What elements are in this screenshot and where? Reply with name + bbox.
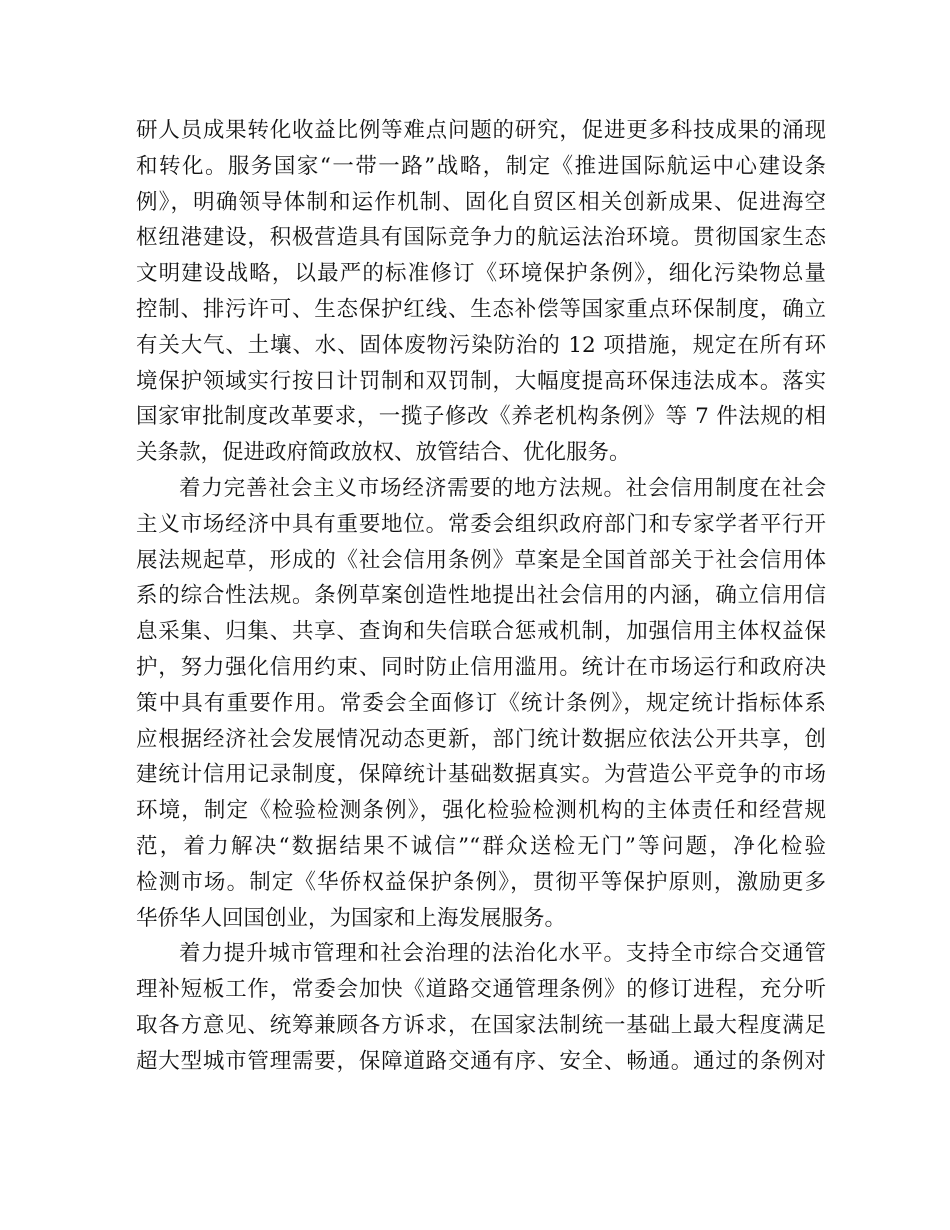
- text-line: 超大型城市管理需要，保障道路交通有序、安全、畅通。通过的条例对: [136, 1048, 826, 1074]
- text-line: 检测市场。制定《华侨权益保护条例》，贯彻平等保护原则，激励更多: [136, 869, 826, 895]
- text-line: 和转化。服务国家“一带一路”战略，制定《推进国际航运中心建设条: [136, 153, 826, 179]
- text-line: 枢纽港建设，积极营造具有国际竞争力的航运法治环境。贯彻国家生态: [136, 225, 826, 251]
- text-line: 研人员成果转化收益比例等难点问题的研究，促进更多科技成果的涌现: [136, 118, 826, 143]
- paragraph-start-line: 着力完善社会主义市场经济需要的地方法规。社会信用制度在社会: [179, 475, 826, 501]
- text-line: 护，努力强化信用约束、同时防止信用滥用。统计在市场运行和政府决: [136, 654, 826, 680]
- text-line: 华侨华人回国创业，为国家和上海发展服务。: [136, 905, 567, 931]
- text-line: 系的综合性法规。条例草案创造性地提出社会信用的内涵，确立信用信: [136, 583, 826, 609]
- text-line: 理补短板工作，常委会加快《道路交通管理条例》的修订进程，充分听: [136, 977, 826, 1003]
- text-line: 展法规起草，形成的《社会信用条例》草案是全国首部关于社会信用体: [136, 547, 826, 573]
- body-text: [136, 113, 826, 1080]
- text-line: 例》，明确领导体制和运作机制、固化自贸区相关创新成果、促进海空: [136, 189, 826, 215]
- text-line: 国家审批制度改革要求，一揽子修改《养老机构条例》等 7 件法规的相: [136, 404, 826, 430]
- text-line: 境保护领域实行按日计罚制和双罚制，大幅度提高环保违法成本。落实: [136, 368, 826, 394]
- paragraph-start-line: 着力提升城市管理和社会治理的法治化水平。支持全市综合交通管: [179, 941, 826, 967]
- text-line: 控制、排污许可、生态保护红线、生态补偿等国家重点环保制度，确立: [136, 296, 826, 322]
- text-line: 环境，制定《检验检测条例》，强化检验检测机构的主体责任和经营规: [136, 798, 826, 824]
- text-line: 文明建设战略，以最严的标准修订《环境保护条例》，细化污染物总量: [136, 261, 826, 287]
- text-line: 有关大气、土壤、水、固体废物污染防治的 12 项措施，规定在所有环: [136, 332, 826, 358]
- text-line: 应根据经济社会发展情况动态更新，部门统计数据应依法公开共享，创: [136, 726, 826, 752]
- text-line: 策中具有重要作用。常委会全面修订《统计条例》，规定统计指标体系: [136, 690, 826, 716]
- text-line: 主义市场经济中具有重要地位。常委会组织政府部门和专家学者平行开: [136, 511, 826, 537]
- text-line: 建统计信用记录制度，保障统计基础数据真实。为营造公平竞争的市场: [136, 762, 826, 788]
- text-line: 范，着力解决“数据结果不诚信”“群众送检无门”等问题，净化检验: [136, 833, 826, 859]
- text-line: 取各方意见、统筹兼顾各方诉求，在国家法制统一基础上最大程度满足: [136, 1012, 826, 1038]
- text-line: 息采集、归集、共享、查询和失信联合惩戒机制，加强信用主体权益保: [136, 619, 826, 645]
- text-line: 关条款，促进政府简政放权、放管结合、优化服务。: [136, 440, 631, 466]
